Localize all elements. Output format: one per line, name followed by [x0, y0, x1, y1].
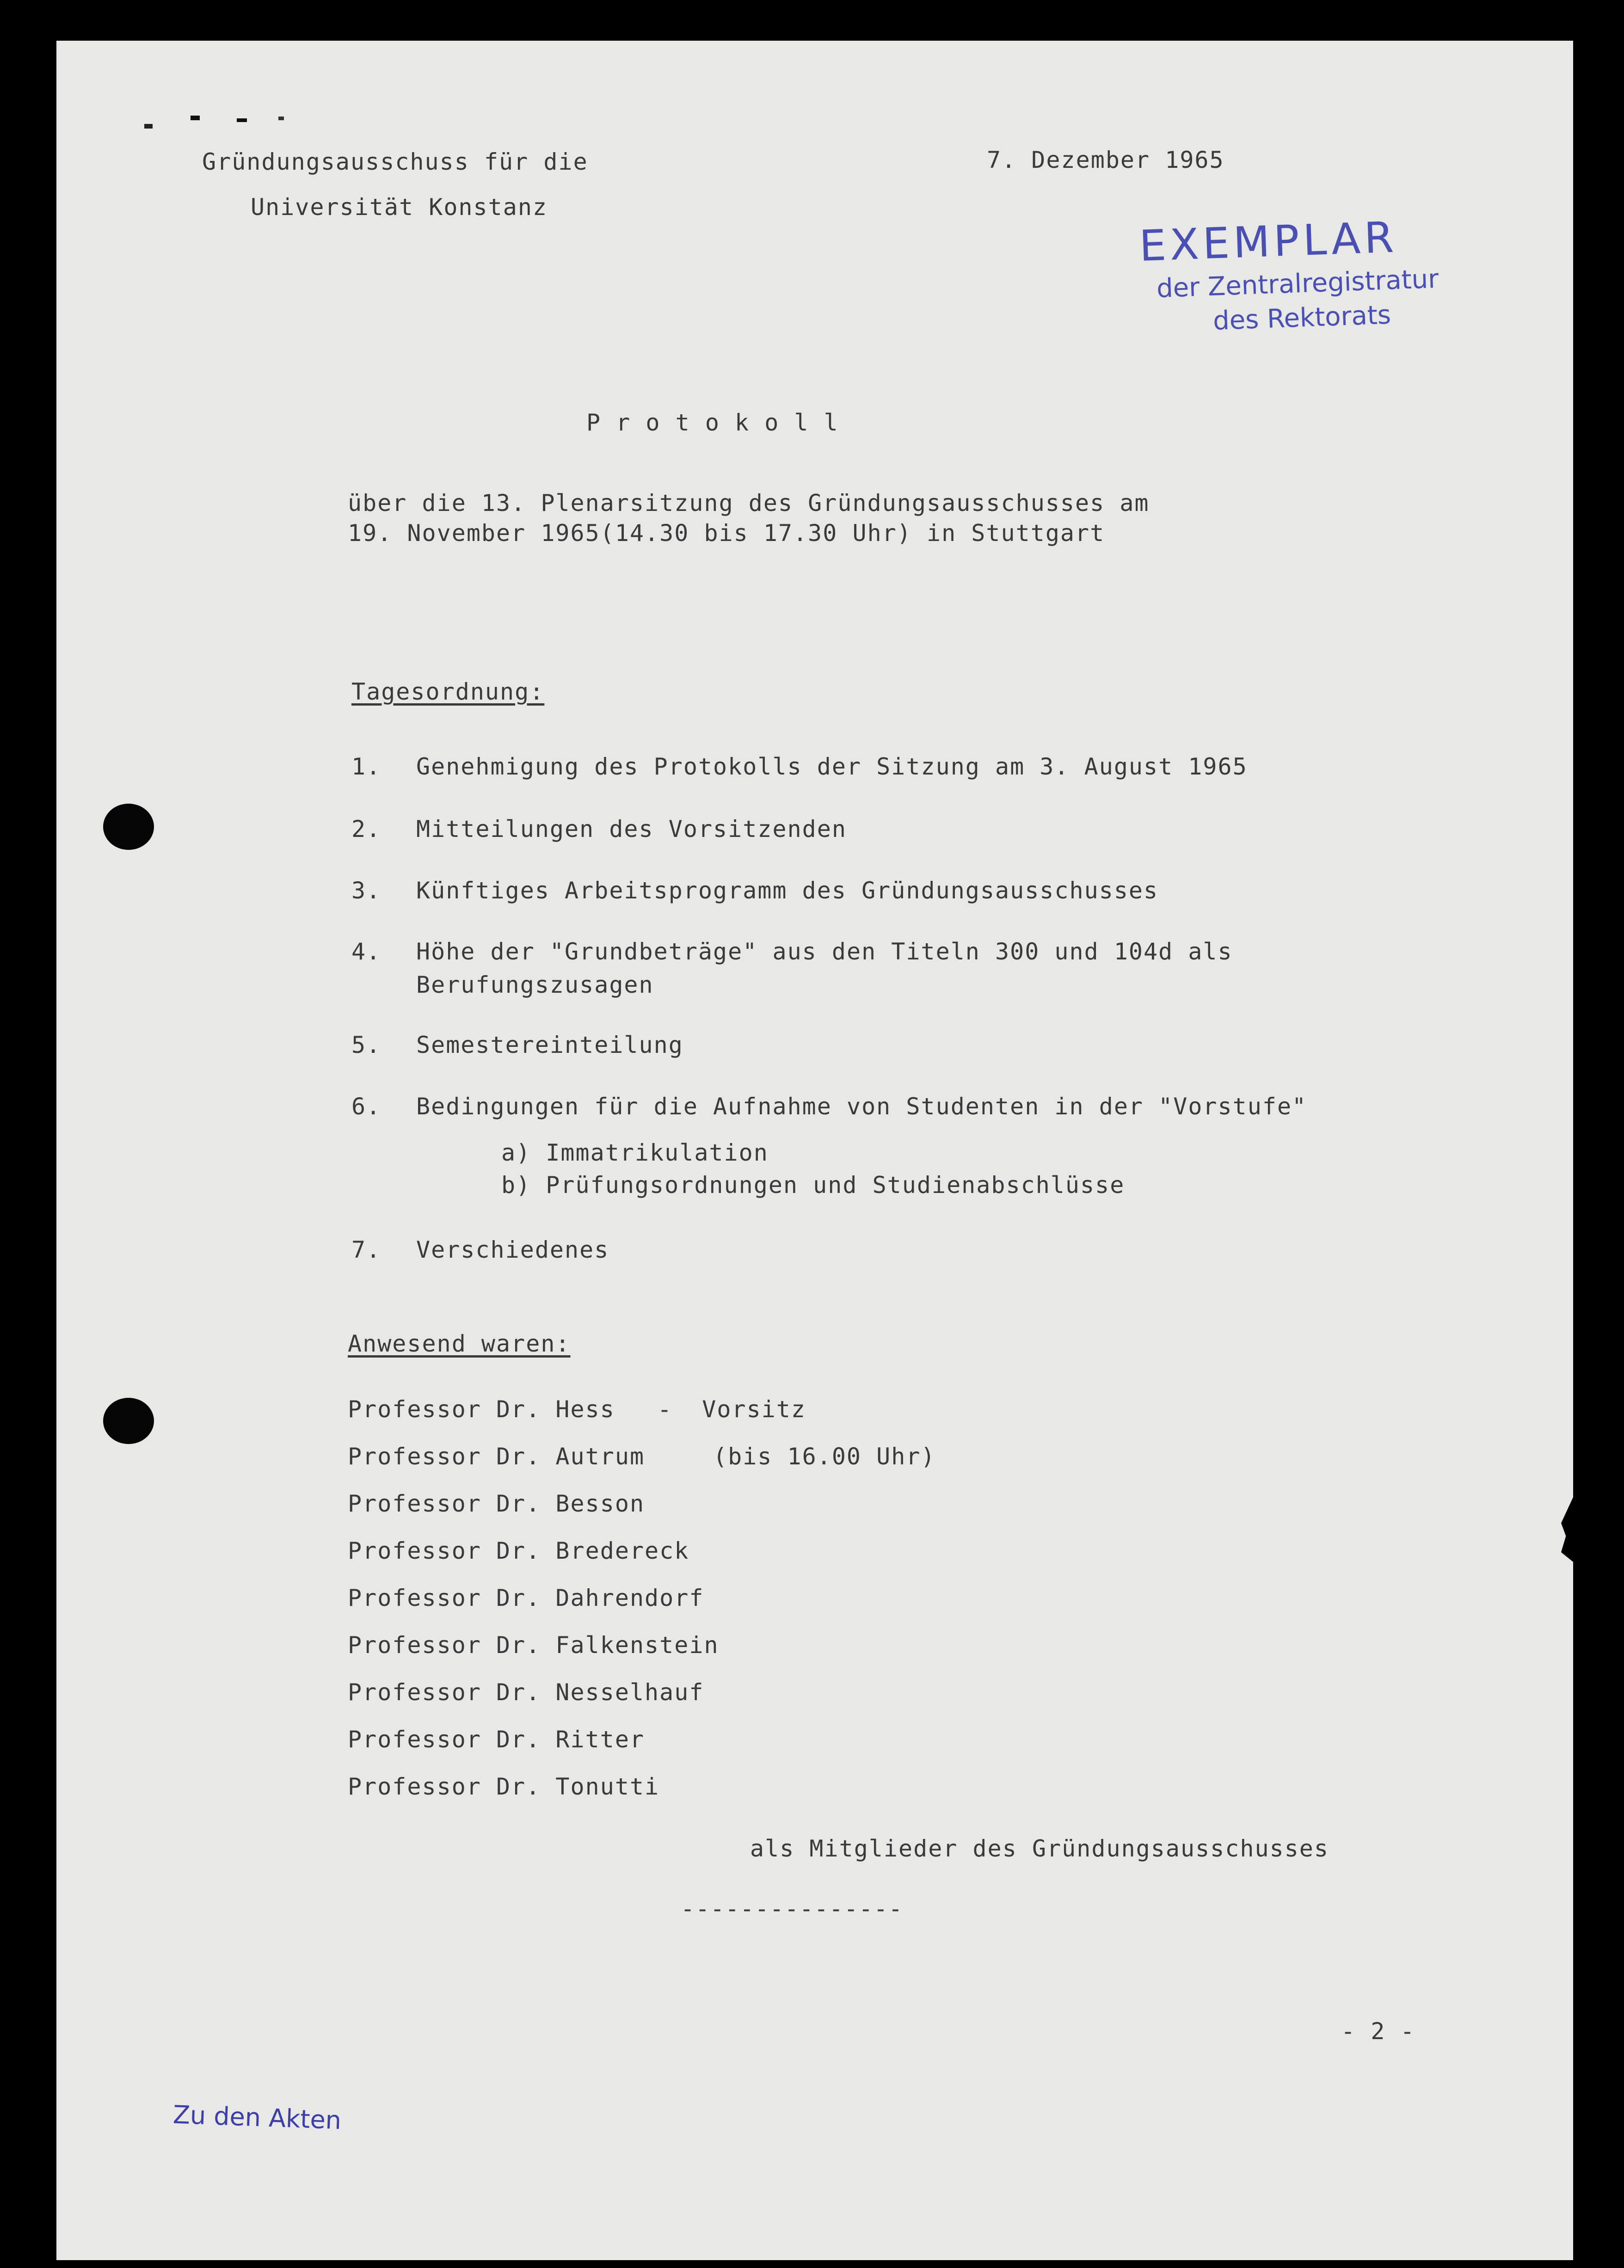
- agenda-item-number: 4.: [351, 938, 381, 965]
- page-marker: - 2 -: [1341, 2018, 1415, 2045]
- stamp-registry-line: der Zentralregistratur: [1156, 264, 1439, 304]
- handwritten-note: Zu den Akten: [172, 2100, 342, 2135]
- separator-line: ---------------: [681, 1895, 904, 1922]
- agenda-item-text: Höhe der "Grundbeträge" aus den Titeln 300 und 104d als: [416, 938, 1233, 965]
- member-name: Professor Dr. Falkenstein: [348, 1632, 719, 1659]
- member-name: Professor Dr. Autrum: [348, 1443, 645, 1470]
- paper-tear: [1561, 1497, 1573, 1562]
- agenda-item-number: 3.: [351, 877, 381, 904]
- page-title: P r o t o k o l l: [586, 409, 839, 436]
- attendance-role-line: als Mitglieder des Gründungsausschusses: [750, 1835, 1329, 1862]
- agenda-item-number: 6.: [351, 1093, 381, 1120]
- member-name: Professor Dr. Hess: [348, 1396, 615, 1423]
- agenda-heading: Tagesordnung:: [351, 678, 545, 705]
- agenda-item-text: Künftiges Arbeitsprogramm des Gründungsausschusses: [416, 877, 1159, 904]
- organization-line-2: Universität Konstanz: [251, 194, 548, 221]
- agenda-item-number: 7.: [351, 1236, 381, 1263]
- subtitle-line-1: über die 13. Plenarsitzung des Gründungsausschusses am: [348, 490, 1150, 516]
- document-page: [56, 41, 1573, 2260]
- member-name: Professor Dr. Tonutti: [348, 1773, 660, 1800]
- agenda-item-text: Genehmigung des Protokolls der Sitzung am 3. August 1965: [416, 753, 1248, 780]
- member-note: - Vorsitz: [658, 1396, 806, 1423]
- stamp-rectorate-line: des Rektorats: [1212, 300, 1392, 336]
- agenda-item-text: Bedingungen für die Aufnahme von Studenten in der "Vorstufe": [416, 1093, 1307, 1120]
- member-note: (bis 16.00 Uhr): [713, 1443, 936, 1470]
- agenda-item-text: Mitteilungen des Vorsitzenden: [416, 816, 847, 842]
- subtitle-line-2: 19. November 1965(14.30 bis 17.30 Uhr) in Stuttgart: [348, 520, 1105, 547]
- agenda-item-text-continued: Berufungszusagen: [416, 971, 654, 998]
- member-name: Professor Dr. Bredereck: [348, 1537, 689, 1564]
- member-name: Professor Dr. Dahrendorf: [348, 1585, 704, 1611]
- attendance-heading: Anwesend waren:: [348, 1330, 571, 1357]
- agenda-subitem: a) Immatrikulation: [501, 1139, 769, 1166]
- agenda-item-text: Verschiedenes: [416, 1236, 609, 1263]
- organization-line-1: Gründungsausschuss für die: [202, 148, 588, 175]
- agenda-item-number: 5.: [351, 1032, 381, 1058]
- agenda-subitem: b) Prüfungsordnungen und Studienabschlüsse: [501, 1172, 1125, 1199]
- agenda-item-text: Semestereinteilung: [416, 1032, 683, 1058]
- paper-specks: [126, 110, 403, 147]
- punch-hole-bottom: [103, 1398, 154, 1444]
- stamp-exemplar: EXEMPLAR: [1138, 212, 1398, 271]
- member-name: Professor Dr. Nesselhauf: [348, 1679, 704, 1706]
- member-name: Professor Dr. Besson: [348, 1490, 645, 1517]
- document-date: 7. Dezember 1965: [987, 147, 1224, 173]
- agenda-item-number: 2.: [351, 816, 381, 842]
- member-name: Professor Dr. Ritter: [348, 1726, 645, 1753]
- agenda-item-number: 1.: [351, 753, 381, 780]
- punch-hole-top: [103, 804, 154, 850]
